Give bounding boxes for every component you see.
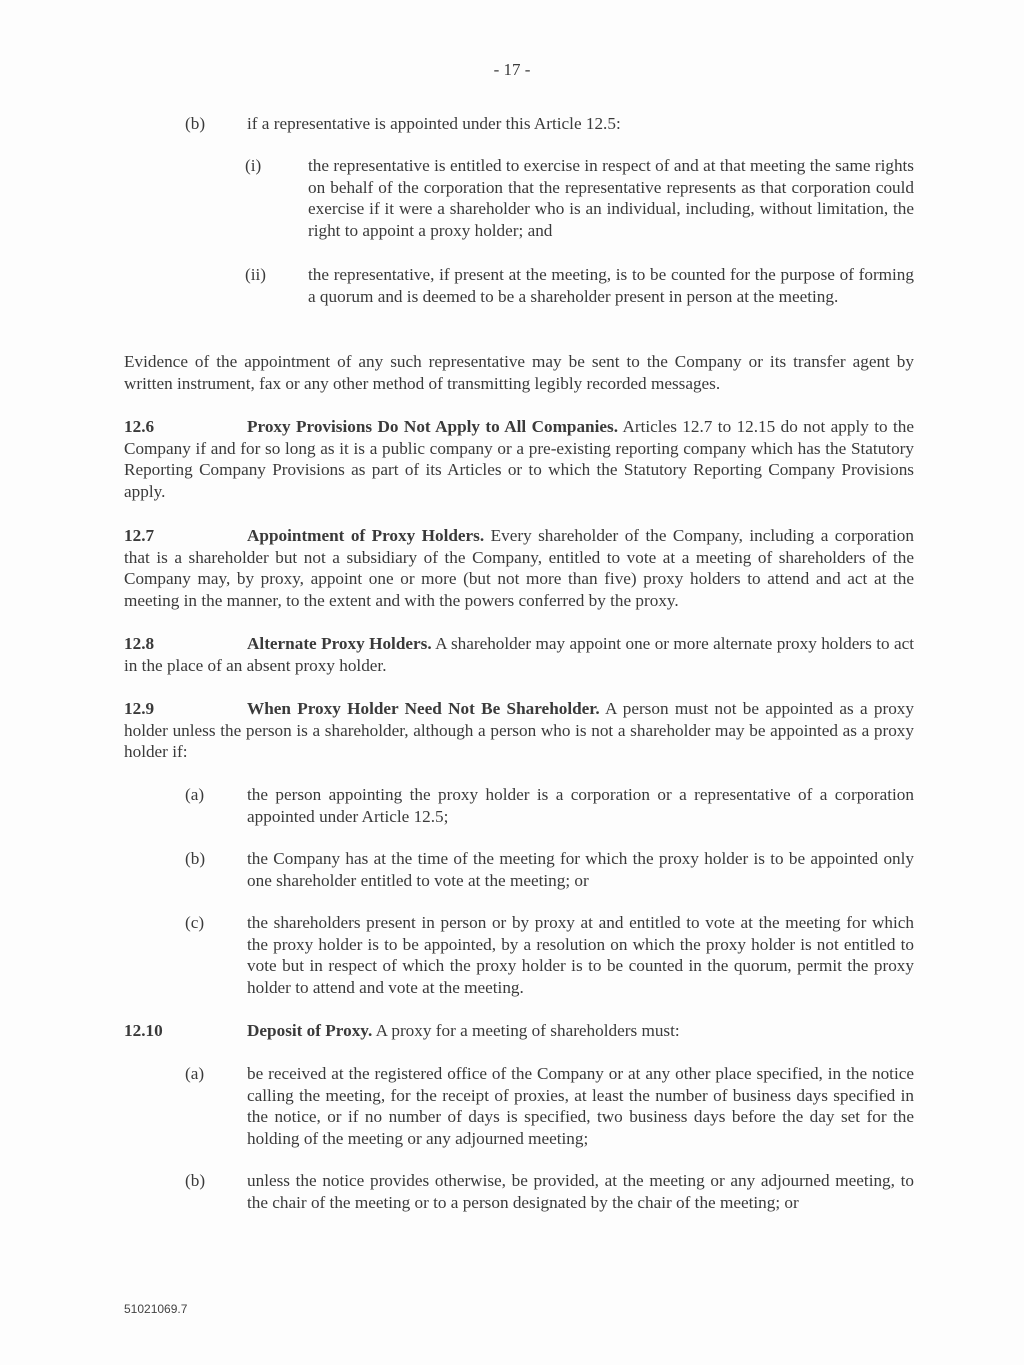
section-12-8 <box>124 633 914 676</box>
item-label: (a) <box>185 785 205 804</box>
section-12-9 <box>124 698 914 763</box>
section-number: 12.10 <box>124 1021 163 1040</box>
item-label: (b) <box>185 849 206 868</box>
item-text: if a representative is appointed under this Article 12.5: <box>247 114 621 133</box>
section-12-7 <box>124 525 914 611</box>
item-text: unless the notice provides otherwise, be provided, at the meeting or any adjourned meeting, to the chair of the meeting or to a person designated by the chair of the meeting; or <box>247 1171 914 1212</box>
item-text: the shareholders present in person or by proxy at and entitled to vote at the meeting for which the proxy holder is to be appointed, by a resolution on which the proxy holder is not entitled to vote but in respect of which the proxy holder is to be counted in the quorum, permit the proxy holder to attend and vote at the meeting. <box>247 913 914 997</box>
section-text: A proxy for a meeting of shareholders must: <box>372 1021 680 1040</box>
section-heading: Alternate Proxy Holders. <box>247 634 432 653</box>
section-heading: Deposit of Proxy. <box>247 1021 373 1040</box>
item-label: (b) <box>185 1171 206 1190</box>
item-label: (b) <box>185 114 206 133</box>
item-text: the Company has at the time of the meeting for which the proxy holder is to be appointed only one shareholder entitled to vote at the meeting; or <box>247 849 914 890</box>
subitem-text: the representative, if present at the meeting, is to be counted for the purpose of forming a quorum and is deemed to be a shareholder present in person at the meeting. <box>308 265 914 306</box>
subitem-label: (i) <box>245 156 262 175</box>
subitem-text: the representative is entitled to exercise in respect of and at that meeting the same rights on behalf of the corporation that the representative represents as that corporation could exercise if it were a shareholder who is an individual, including, without limitation, the right to appoint a proxy holder; and <box>308 156 914 240</box>
section-number: 12.6 <box>124 417 155 436</box>
section-12-10 <box>247 1020 914 1042</box>
item-text: the person appointing the proxy holder is a corporation or a representative of a corporation appointed under Article 12.5; <box>247 785 914 826</box>
section-text: Every shareholder of the Company, including a corporation that is a shareholder but not a subsidiary of the Company, entitled to vote at a meeting of shareholders of the Company may, by proxy, appoint one or more (but not more than five) proxy holders to attend and act at the meeting in the manner, to the extent and with the powers conferred by the proxy. <box>124 526 914 610</box>
section-heading: Appointment of Proxy Holders. <box>247 526 485 545</box>
page-number: - 17 - <box>493 60 531 79</box>
section-text: A shareholder may appoint one or more alternate proxy holders to act in the place of an absent proxy holder. <box>124 634 914 675</box>
section-12-6 <box>124 416 914 502</box>
document-id-footer: 51021069.7 <box>124 1302 188 1316</box>
subitem-label: (ii) <box>245 265 266 284</box>
item-label: (c) <box>185 913 205 932</box>
evidence-paragraph: Evidence of the appointment of any such representative may be sent to the Company or its transfer agent by written instrument, fax or any other method of transmitting legibly recorded messages. <box>124 352 914 393</box>
item-label: (a) <box>185 1064 205 1083</box>
section-heading: When Proxy Holder Need Not Be Shareholder. <box>247 699 600 718</box>
item-text: be received at the registered office of the Company or at any other place specified, in the notice calling the meeting, for the receipt of proxies, at least the number of business days specified in the notice, or if no number of days is specified, two business days before the day set for the holding of the meeting or any adjourned meeting; <box>247 1064 914 1148</box>
section-heading: Proxy Provisions Do Not Apply to All Companies. <box>247 417 619 436</box>
section-number: 12.8 <box>124 634 155 653</box>
section-text: A person must not be appointed as a proxy holder unless the person is a shareholder, although a person who is not a shareholder may be appointed as a proxy holder if: <box>124 699 914 762</box>
section-number: 12.9 <box>124 699 155 718</box>
section-number: 12.7 <box>124 526 155 545</box>
section-text: Articles 12.7 to 12.15 do not apply to the Company if and for so long as it is a public company or a pre-existing reporting company which has the Statutory Reporting Company Provisions as part of its Articles or to which the Statutory Reporting Company Provisions apply. <box>124 417 915 501</box>
